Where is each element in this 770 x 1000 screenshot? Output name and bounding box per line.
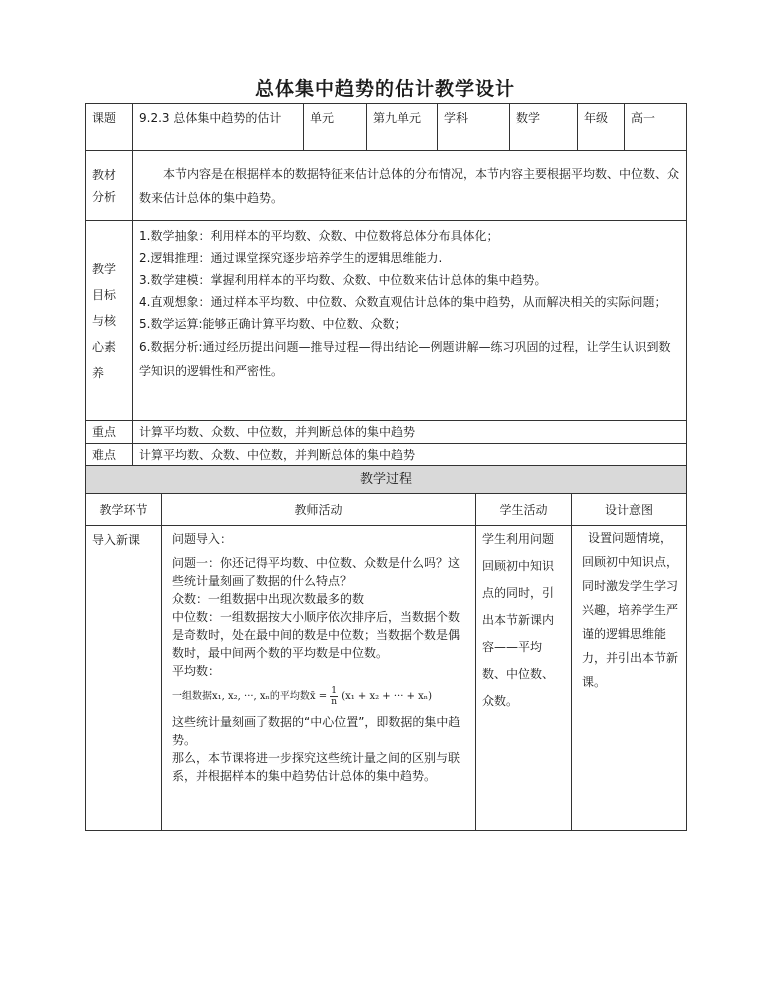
difficulty-label: 难点 <box>86 444 133 467</box>
col-teacher: 教师活动 <box>162 494 476 526</box>
process-title: 教学过程 <box>86 466 687 494</box>
teacher-summary: 这些统计量刻画了数据的“中心位置”，即数据的集中趋势。 <box>172 715 461 747</box>
process-table <box>85 465 687 831</box>
student-cell: 学生利用问题回顾初中知识点的同时，引出本节新课内容——平均数、中位数、众数。 <box>476 526 572 831</box>
mode-definition: 众数：一组数据中出现次数最多的数 <box>172 592 365 606</box>
teacher-cell <box>162 526 476 831</box>
analysis-label: 教材分析 <box>86 151 133 221</box>
page-title: 总体集中趋势的估计教学设计 <box>254 78 515 100</box>
col-stage: 教学环节 <box>86 494 162 526</box>
difficulty-text: 计算平均数、众数、中位数，并判断总体的集中趋势 <box>133 444 687 467</box>
goal-item: 1.数学抽象：利用样本的平均数、众数、中位数将总体分布具体化； <box>139 229 499 243</box>
stage-cell: 导入新课 <box>86 526 162 831</box>
goal-item: 3.数学建模：掌握利用样本的平均数、众数、中位数来估计总体的集中趋势。 <box>139 273 547 287</box>
unit-label: 单元 <box>304 104 367 151</box>
analysis-text: 本节内容是在根据样本的数据特征来估计总体的分布情况，本节内容主要根据平均数、中位数、众数来估计总体的集中趋势。 <box>139 166 680 205</box>
teacher-question: 问题一：你还记得平均数、中位数、众数是什么吗？这些统计量刻画了数据的什么特点？ <box>172 556 461 588</box>
subject-value: 数学 <box>510 104 578 151</box>
unit-value: 第九单元 <box>367 104 438 151</box>
goal-item: 4.直观想象：通过样本平均数、中位数、众数直观估计总体的集中趋势，从而解决相关的实际问题； <box>139 295 667 309</box>
teacher-intro: 问题导入： <box>172 532 233 546</box>
topic-label: 课题 <box>86 104 133 151</box>
design-text: 设置问题情境，回顾初中知识点，同时激发学生学习兴趣，培养学生严谨的逻辑思维能力，并引出本节新课。 <box>582 531 679 689</box>
topic-value: 9.2.3 总体集中趋势的估计 <box>133 104 304 151</box>
median-definition: 中位数：一组数据按大小顺序依次排序后，当数据个数是奇数时，处在最中间的数是中位数；当数据个数是偶数时，最中间两个数的平均数是中位数。 <box>172 610 461 660</box>
mean-formula <box>172 686 461 707</box>
col-student: 学生活动 <box>476 494 572 526</box>
key-point-label: 重点 <box>86 421 133 444</box>
formula-fraction <box>330 686 338 707</box>
goal-item: 6.数据分析:通过经历提出问题—推导过程—得出结论—例题讲解—练习巩固的过程，让学生认识到数学知识的逻辑性和严密性。 <box>139 340 671 378</box>
goals-list <box>133 221 687 421</box>
formula-numerator: 1 <box>331 686 337 696</box>
col-design: 设计意图 <box>572 494 687 526</box>
formula-denominator: n <box>331 697 338 707</box>
mean-label: 平均数： <box>172 664 221 678</box>
goals-label: 教学目标与核心素养 <box>86 221 133 421</box>
teacher-next: 那么，本节课将进一步探究这些统计量之间的区别与联系，并根据样本的集中趋势估计总体的集中趋势。 <box>172 751 461 783</box>
info-table <box>85 103 687 467</box>
subject-label: 学科 <box>438 104 510 151</box>
grade-label: 年级 <box>578 104 625 151</box>
formula-left: 一组数据x₁, x₂, ···, xₙ的平均数x̄ = <box>172 691 328 702</box>
goal-item: 5.数学运算:能够正确计算平均数、中位数、众数； <box>139 317 407 331</box>
grade-value: 高一 <box>625 104 687 151</box>
key-point-text: 计算平均数、众数、中位数，并判断总体的集中趋势 <box>133 421 687 444</box>
goal-item: 2.逻辑推理：通过课堂探究逐步培养学生的逻辑思维能力. <box>139 251 443 265</box>
design-cell <box>572 526 687 831</box>
formula-right: (x₁ + x₂ + ··· + xₙ) <box>341 691 432 702</box>
